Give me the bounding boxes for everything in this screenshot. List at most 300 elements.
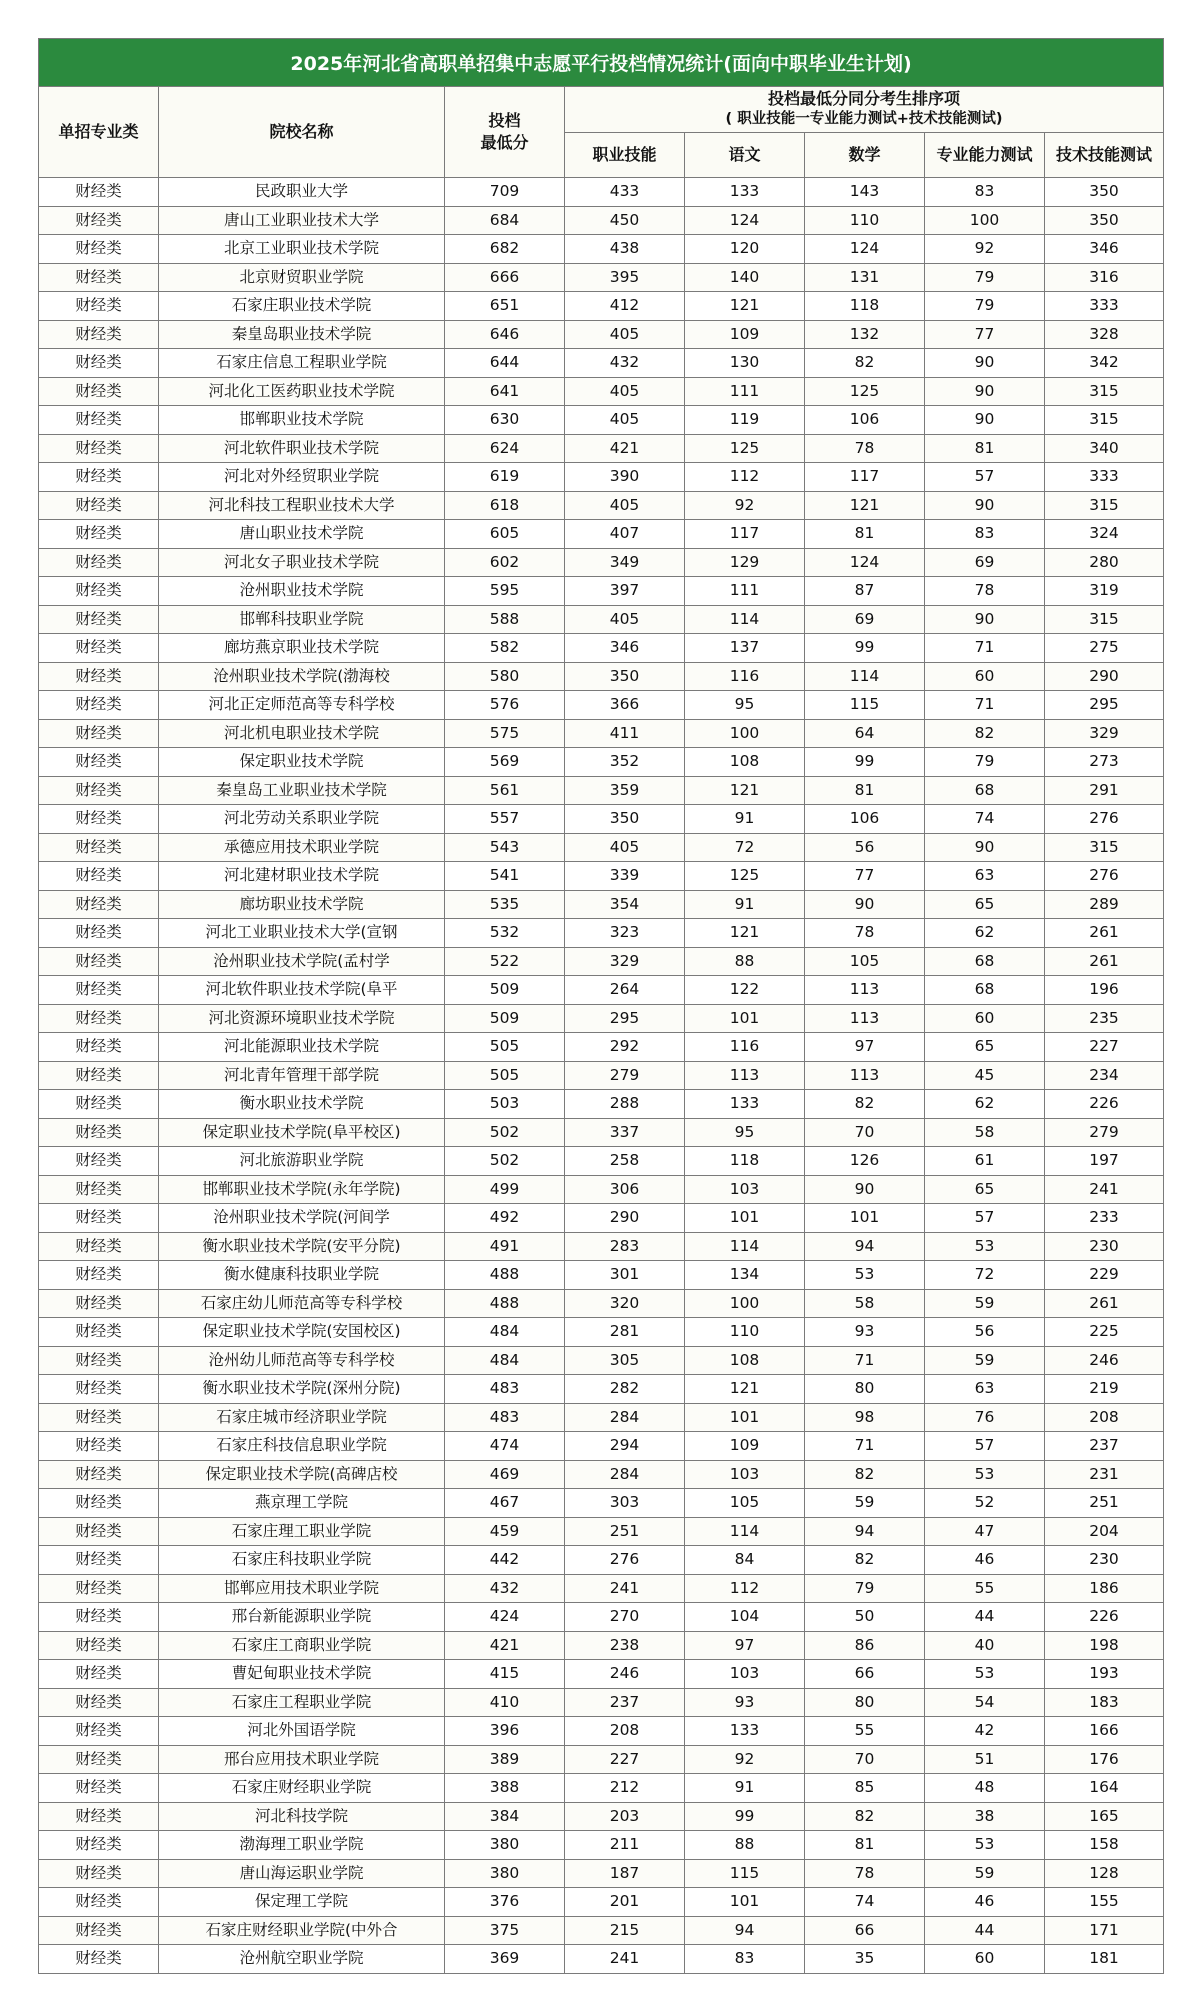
cell-min-score: 602 — [445, 548, 565, 577]
cell-school: 邢台应用技术职业学院 — [159, 1745, 445, 1774]
cell-technical: 165 — [1045, 1802, 1164, 1831]
cell-math: 132 — [805, 320, 925, 349]
cell-chinese: 116 — [685, 662, 805, 691]
cell-technical: 275 — [1045, 634, 1164, 663]
cell-vocational: 350 — [565, 662, 685, 691]
table-row — [39, 1261, 1164, 1290]
cell-school: 河北化工医药职业技术学院 — [159, 377, 445, 406]
cell-professional: 90 — [925, 349, 1045, 378]
cell-professional: 44 — [925, 1603, 1045, 1632]
cell-math: 94 — [805, 1232, 925, 1261]
cell-school: 保定理工学院 — [159, 1888, 445, 1917]
cell-math: 71 — [805, 1346, 925, 1375]
cell-chinese: 116 — [685, 1033, 805, 1062]
cell-math: 82 — [805, 349, 925, 378]
cell-min-score: 605 — [445, 520, 565, 549]
cell-category: 财经类 — [39, 1403, 159, 1432]
cell-vocational: 203 — [565, 1802, 685, 1831]
cell-category: 财经类 — [39, 206, 159, 235]
cell-professional: 57 — [925, 1432, 1045, 1461]
cell-vocational: 295 — [565, 1004, 685, 1033]
cell-vocational: 284 — [565, 1403, 685, 1432]
cell-technical: 342 — [1045, 349, 1164, 378]
cell-category: 财经类 — [39, 1859, 159, 1888]
cell-chinese: 120 — [685, 235, 805, 264]
cell-math: 66 — [805, 1916, 925, 1945]
cell-technical: 230 — [1045, 1232, 1164, 1261]
cell-chinese: 124 — [685, 206, 805, 235]
cell-professional: 63 — [925, 862, 1045, 891]
table-row — [39, 947, 1164, 976]
cell-technical: 251 — [1045, 1489, 1164, 1518]
cell-vocational: 241 — [565, 1945, 685, 1974]
table-row — [39, 748, 1164, 777]
cell-technical: 276 — [1045, 862, 1164, 891]
cell-min-score: 442 — [445, 1546, 565, 1575]
cell-vocational: 281 — [565, 1318, 685, 1347]
cell-category: 财经类 — [39, 1375, 159, 1404]
table-row — [39, 1546, 1164, 1575]
cell-school: 河北劳动关系职业学院 — [159, 805, 445, 834]
cell-school: 石家庄城市经济职业学院 — [159, 1403, 445, 1432]
cell-min-score: 432 — [445, 1574, 565, 1603]
cell-category: 财经类 — [39, 1489, 159, 1518]
cell-professional: 68 — [925, 776, 1045, 805]
cell-category: 财经类 — [39, 406, 159, 435]
cell-technical: 273 — [1045, 748, 1164, 777]
table-row — [39, 833, 1164, 862]
cell-chinese: 88 — [685, 947, 805, 976]
cell-vocational: 201 — [565, 1888, 685, 1917]
cell-school: 河北软件职业技术学院 — [159, 434, 445, 463]
cell-category: 财经类 — [39, 263, 159, 292]
cell-school: 保定职业技术学院(安国校区) — [159, 1318, 445, 1347]
cell-math: 113 — [805, 1061, 925, 1090]
cell-category: 财经类 — [39, 634, 159, 663]
cell-math: 50 — [805, 1603, 925, 1632]
cell-professional: 60 — [925, 1945, 1045, 1974]
cell-vocational: 407 — [565, 520, 685, 549]
cell-category: 财经类 — [39, 1945, 159, 1974]
cell-school: 沧州职业技术学院(河间学 — [159, 1204, 445, 1233]
cell-category: 财经类 — [39, 235, 159, 264]
cell-min-score: 509 — [445, 976, 565, 1005]
cell-vocational: 405 — [565, 320, 685, 349]
cell-school: 河北科技工程职业技术大学 — [159, 491, 445, 520]
table-row — [39, 805, 1164, 834]
cell-professional: 51 — [925, 1745, 1045, 1774]
cell-school: 河北软件职业技术学院(阜平 — [159, 976, 445, 1005]
cell-vocational: 288 — [565, 1090, 685, 1119]
cell-school: 邯郸职业技术学院(永年学院) — [159, 1175, 445, 1204]
cell-min-score: 532 — [445, 919, 565, 948]
header-min-score: 投档 最低分 — [445, 87, 565, 178]
cell-min-score: 380 — [445, 1831, 565, 1860]
cell-chinese: 114 — [685, 1517, 805, 1546]
cell-category: 财经类 — [39, 1175, 159, 1204]
cell-vocational: 405 — [565, 491, 685, 520]
table-row — [39, 1432, 1164, 1461]
cell-school: 沧州职业技术学院(渤海校 — [159, 662, 445, 691]
cell-technical: 229 — [1045, 1261, 1164, 1290]
cell-math: 126 — [805, 1147, 925, 1176]
cell-chinese: 129 — [685, 548, 805, 577]
table-row — [39, 320, 1164, 349]
cell-math: 125 — [805, 377, 925, 406]
cell-min-score: 396 — [445, 1717, 565, 1746]
table-row — [39, 292, 1164, 321]
cell-vocational: 292 — [565, 1033, 685, 1062]
cell-technical: 219 — [1045, 1375, 1164, 1404]
cell-category: 财经类 — [39, 178, 159, 207]
cell-category: 财经类 — [39, 1574, 159, 1603]
cell-technical: 183 — [1045, 1688, 1164, 1717]
cell-chinese: 115 — [685, 1859, 805, 1888]
cell-technical: 171 — [1045, 1916, 1164, 1945]
cell-min-score: 569 — [445, 748, 565, 777]
cell-professional: 78 — [925, 577, 1045, 606]
cell-professional: 69 — [925, 548, 1045, 577]
cell-chinese: 104 — [685, 1603, 805, 1632]
cell-technical: 350 — [1045, 178, 1164, 207]
cell-math: 121 — [805, 491, 925, 520]
cell-vocational: 227 — [565, 1745, 685, 1774]
cell-professional: 63 — [925, 1375, 1045, 1404]
cell-vocational: 339 — [565, 862, 685, 891]
table-row — [39, 377, 1164, 406]
cell-category: 财经类 — [39, 1688, 159, 1717]
cell-math: 56 — [805, 833, 925, 862]
cell-technical: 315 — [1045, 377, 1164, 406]
cell-math: 124 — [805, 235, 925, 264]
cell-professional: 77 — [925, 320, 1045, 349]
cell-technical: 233 — [1045, 1204, 1164, 1233]
cell-category: 财经类 — [39, 1460, 159, 1489]
cell-professional: 59 — [925, 1859, 1045, 1888]
cell-technical: 164 — [1045, 1774, 1164, 1803]
cell-chinese: 112 — [685, 463, 805, 492]
cell-math: 80 — [805, 1375, 925, 1404]
cell-min-score: 491 — [445, 1232, 565, 1261]
cell-math: 114 — [805, 662, 925, 691]
cell-vocational: 438 — [565, 235, 685, 264]
cell-vocational: 411 — [565, 719, 685, 748]
cell-school: 民政职业大学 — [159, 178, 445, 207]
cell-category: 财经类 — [39, 1118, 159, 1147]
cell-school: 沧州职业技术学院(孟村学 — [159, 947, 445, 976]
cell-professional: 65 — [925, 1033, 1045, 1062]
cell-chinese: 88 — [685, 1831, 805, 1860]
table-row — [39, 634, 1164, 663]
cell-min-score: 541 — [445, 862, 565, 891]
cell-category: 财经类 — [39, 1147, 159, 1176]
cell-chinese: 101 — [685, 1004, 805, 1033]
cell-vocational: 346 — [565, 634, 685, 663]
table-row — [39, 976, 1164, 1005]
table-row — [39, 463, 1164, 492]
cell-math: 81 — [805, 520, 925, 549]
cell-math: 117 — [805, 463, 925, 492]
table-row — [39, 178, 1164, 207]
cell-category: 财经类 — [39, 491, 159, 520]
cell-vocational: 320 — [565, 1289, 685, 1318]
cell-math: 81 — [805, 776, 925, 805]
cell-professional: 76 — [925, 1403, 1045, 1432]
cell-math: 86 — [805, 1631, 925, 1660]
cell-min-score: 666 — [445, 263, 565, 292]
cell-school: 石家庄科技职业学院 — [159, 1546, 445, 1575]
header-school: 院校名称 — [159, 87, 445, 178]
cell-vocational: 187 — [565, 1859, 685, 1888]
cell-min-score: 561 — [445, 776, 565, 805]
cell-professional: 60 — [925, 662, 1045, 691]
cell-min-score: 488 — [445, 1261, 565, 1290]
cell-category: 财经类 — [39, 548, 159, 577]
cell-min-score: 509 — [445, 1004, 565, 1033]
cell-math: 131 — [805, 263, 925, 292]
cell-chinese: 112 — [685, 1574, 805, 1603]
cell-math: 93 — [805, 1318, 925, 1347]
cell-vocational: 276 — [565, 1546, 685, 1575]
cell-math: 98 — [805, 1403, 925, 1432]
cell-math: 90 — [805, 890, 925, 919]
cell-technical: 295 — [1045, 691, 1164, 720]
table-row — [39, 1660, 1164, 1689]
cell-professional: 53 — [925, 1831, 1045, 1860]
cell-category: 财经类 — [39, 1346, 159, 1375]
cell-category: 财经类 — [39, 1831, 159, 1860]
cell-vocational: 303 — [565, 1489, 685, 1518]
cell-school: 渤海理工职业学院 — [159, 1831, 445, 1860]
table-row — [39, 719, 1164, 748]
cell-professional: 71 — [925, 691, 1045, 720]
cell-min-score: 580 — [445, 662, 565, 691]
cell-technical: 315 — [1045, 605, 1164, 634]
cell-math: 53 — [805, 1261, 925, 1290]
cell-technical: 324 — [1045, 520, 1164, 549]
cell-category: 财经类 — [39, 805, 159, 834]
cell-professional: 65 — [925, 890, 1045, 919]
cell-technical: 261 — [1045, 919, 1164, 948]
cell-technical: 261 — [1045, 947, 1164, 976]
table-row — [39, 1090, 1164, 1119]
cell-math: 106 — [805, 805, 925, 834]
cell-math: 78 — [805, 1859, 925, 1888]
admission-table-container — [38, 38, 1163, 1974]
cell-school: 河北机电职业技术学院 — [159, 719, 445, 748]
cell-technical: 333 — [1045, 463, 1164, 492]
cell-professional: 44 — [925, 1916, 1045, 1945]
cell-min-score: 388 — [445, 1774, 565, 1803]
cell-chinese: 91 — [685, 890, 805, 919]
table-row — [39, 349, 1164, 378]
cell-professional: 56 — [925, 1318, 1045, 1347]
cell-technical: 204 — [1045, 1517, 1164, 1546]
cell-vocational: 294 — [565, 1432, 685, 1461]
cell-technical: 280 — [1045, 548, 1164, 577]
cell-technical: 315 — [1045, 406, 1164, 435]
cell-technical: 237 — [1045, 1432, 1164, 1461]
cell-professional: 46 — [925, 1546, 1045, 1575]
cell-chinese: 101 — [685, 1204, 805, 1233]
cell-technical: 231 — [1045, 1460, 1164, 1489]
table-row — [39, 1802, 1164, 1831]
cell-chinese: 121 — [685, 919, 805, 948]
table-row — [39, 1859, 1164, 1888]
cell-professional: 79 — [925, 263, 1045, 292]
cell-professional: 46 — [925, 1888, 1045, 1917]
cell-category: 财经类 — [39, 919, 159, 948]
cell-professional: 90 — [925, 377, 1045, 406]
cell-category: 财经类 — [39, 862, 159, 891]
cell-min-score: 505 — [445, 1061, 565, 1090]
cell-school: 邢台新能源职业学院 — [159, 1603, 445, 1632]
table-row — [39, 1375, 1164, 1404]
cell-min-score: 575 — [445, 719, 565, 748]
cell-technical: 197 — [1045, 1147, 1164, 1176]
table-row — [39, 691, 1164, 720]
cell-professional: 79 — [925, 748, 1045, 777]
cell-category: 财经类 — [39, 1603, 159, 1632]
table-row — [39, 491, 1164, 520]
cell-category: 财经类 — [39, 890, 159, 919]
cell-min-score: 380 — [445, 1859, 565, 1888]
cell-technical: 241 — [1045, 1175, 1164, 1204]
table-row — [39, 235, 1164, 264]
cell-min-score: 483 — [445, 1375, 565, 1404]
cell-school: 河北资源环境职业技术学院 — [159, 1004, 445, 1033]
cell-math: 58 — [805, 1289, 925, 1318]
cell-vocational: 290 — [565, 1204, 685, 1233]
cell-chinese: 94 — [685, 1916, 805, 1945]
cell-technical: 346 — [1045, 235, 1164, 264]
cell-technical: 234 — [1045, 1061, 1164, 1090]
cell-school: 秦皇岛职业技术学院 — [159, 320, 445, 349]
cell-technical: 166 — [1045, 1717, 1164, 1746]
cell-professional: 59 — [925, 1289, 1045, 1318]
cell-technical: 291 — [1045, 776, 1164, 805]
cell-math: 97 — [805, 1033, 925, 1062]
cell-professional: 53 — [925, 1660, 1045, 1689]
cell-category: 财经类 — [39, 691, 159, 720]
cell-math: 124 — [805, 548, 925, 577]
table-row — [39, 1631, 1164, 1660]
cell-category: 财经类 — [39, 434, 159, 463]
cell-vocational: 352 — [565, 748, 685, 777]
cell-math: 87 — [805, 577, 925, 606]
cell-school: 石家庄财经职业学院(中外合 — [159, 1916, 445, 1945]
table-row — [39, 520, 1164, 549]
cell-math: 74 — [805, 1888, 925, 1917]
cell-vocational: 208 — [565, 1717, 685, 1746]
cell-vocational: 246 — [565, 1660, 685, 1689]
cell-chinese: 97 — [685, 1631, 805, 1660]
cell-professional: 71 — [925, 634, 1045, 663]
cell-vocational: 397 — [565, 577, 685, 606]
cell-min-score: 469 — [445, 1460, 565, 1489]
cell-min-score: 618 — [445, 491, 565, 520]
cell-school: 石家庄理工职业学院 — [159, 1517, 445, 1546]
cell-professional: 57 — [925, 463, 1045, 492]
cell-min-score: 492 — [445, 1204, 565, 1233]
cell-math: 105 — [805, 947, 925, 976]
cell-school: 衡水健康科技职业学院 — [159, 1261, 445, 1290]
cell-category: 财经类 — [39, 463, 159, 492]
cell-category: 财经类 — [39, 1660, 159, 1689]
cell-vocational: 405 — [565, 833, 685, 862]
cell-min-score: 389 — [445, 1745, 565, 1774]
table-row — [39, 890, 1164, 919]
cell-professional: 55 — [925, 1574, 1045, 1603]
cell-min-score: 651 — [445, 292, 565, 321]
cell-category: 财经类 — [39, 748, 159, 777]
cell-vocational: 241 — [565, 1574, 685, 1603]
cell-min-score: 484 — [445, 1346, 565, 1375]
cell-math: 113 — [805, 1004, 925, 1033]
cell-vocational: 212 — [565, 1774, 685, 1803]
cell-chinese: 108 — [685, 748, 805, 777]
cell-vocational: 329 — [565, 947, 685, 976]
cell-chinese: 103 — [685, 1660, 805, 1689]
table-row — [39, 1289, 1164, 1318]
cell-technical: 226 — [1045, 1603, 1164, 1632]
cell-professional: 90 — [925, 406, 1045, 435]
cell-min-score: 588 — [445, 605, 565, 634]
cell-min-score: 376 — [445, 1888, 565, 1917]
cell-chinese: 92 — [685, 1745, 805, 1774]
cell-school: 衡水职业技术学院(深州分院) — [159, 1375, 445, 1404]
cell-school: 衡水职业技术学院 — [159, 1090, 445, 1119]
cell-vocational: 390 — [565, 463, 685, 492]
cell-math: 71 — [805, 1432, 925, 1461]
cell-technical: 333 — [1045, 292, 1164, 321]
cell-chinese: 95 — [685, 1118, 805, 1147]
cell-chinese: 118 — [685, 1147, 805, 1176]
cell-min-score: 467 — [445, 1489, 565, 1518]
table-row — [39, 776, 1164, 805]
cell-chinese: 83 — [685, 1945, 805, 1974]
cell-vocational: 432 — [565, 349, 685, 378]
cell-math: 110 — [805, 206, 925, 235]
cell-chinese: 111 — [685, 377, 805, 406]
cell-chinese: 95 — [685, 691, 805, 720]
cell-technical: 329 — [1045, 719, 1164, 748]
cell-vocational: 237 — [565, 1688, 685, 1717]
cell-min-score: 557 — [445, 805, 565, 834]
cell-math: 70 — [805, 1118, 925, 1147]
cell-min-score: 503 — [445, 1090, 565, 1119]
cell-vocational: 366 — [565, 691, 685, 720]
cell-technical: 261 — [1045, 1289, 1164, 1318]
cell-professional: 53 — [925, 1460, 1045, 1489]
cell-professional: 90 — [925, 491, 1045, 520]
cell-chinese: 100 — [685, 719, 805, 748]
cell-chinese: 103 — [685, 1175, 805, 1204]
table-row — [39, 1945, 1164, 1974]
table-row — [39, 1061, 1164, 1090]
cell-school: 河北正定师范高等专科学校 — [159, 691, 445, 720]
cell-professional: 83 — [925, 520, 1045, 549]
cell-category: 财经类 — [39, 1318, 159, 1347]
cell-math: 35 — [805, 1945, 925, 1974]
cell-school: 河北建材职业技术学院 — [159, 862, 445, 891]
cell-vocational: 433 — [565, 178, 685, 207]
header-category: 单招专业类 — [39, 87, 159, 178]
table-row — [39, 548, 1164, 577]
cell-math: 81 — [805, 1831, 925, 1860]
cell-professional: 48 — [925, 1774, 1045, 1803]
cell-chinese: 125 — [685, 862, 805, 891]
